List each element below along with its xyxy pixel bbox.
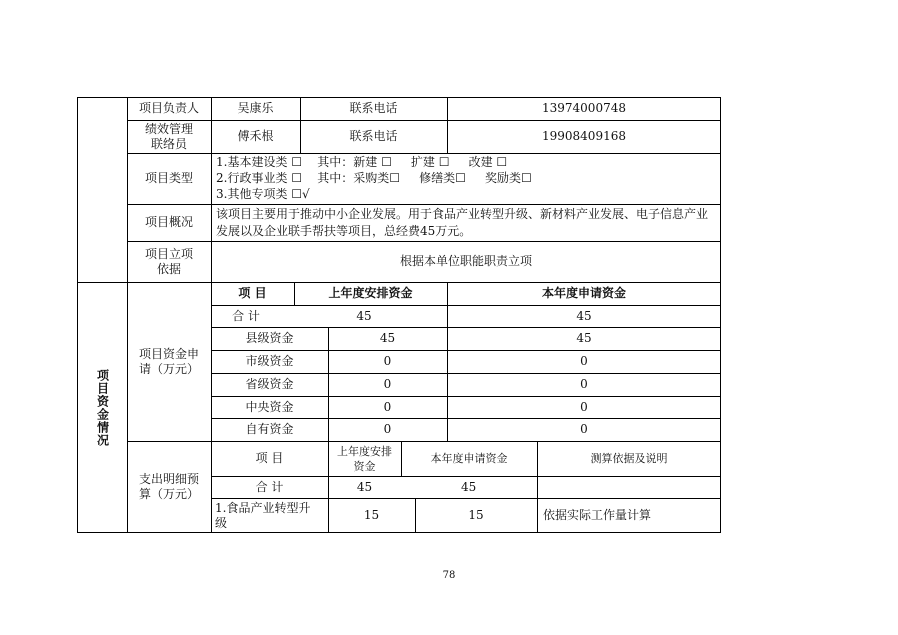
funding-row-last: 0 [383,377,392,391]
perf-phone-label: 联系电话 [349,129,398,143]
expense-row-name: 1.食品产业转型升 级 [215,500,311,530]
expense-col-this-year: 本年度申请资金 [430,452,508,465]
funding-row-name: 县级资金 [245,331,294,345]
manager-phone-label: 联系电话 [349,101,398,115]
funding-row-this: 0 [580,354,588,368]
funding-row-last: 0 [383,422,392,436]
funding-row-name: 市级资金 [245,354,294,368]
basis-label: 项目立项 依据 [144,246,193,276]
funding-row-name: 合 计 [232,308,260,323]
page-number: 78 [442,570,456,581]
manager-label: 项目负责人 [138,101,199,115]
manager-phone: 13974000748 [542,101,626,115]
expense-row-last: 15 [363,508,380,522]
funding-col-this-year: 本年度申请资金 [541,286,626,300]
funding-row-last: 0 [383,354,392,368]
overview-text: 该项目主要用于推动中小企业发展。用于食品产业转型升级、新材料产业发展、电子信息产业发展以及企业联手帮扶等项目，总经费45万元。 [216,206,709,238]
funding-row-this: 45 [576,331,592,345]
funding-row-this: 0 [580,377,588,391]
expense-col-basis: 测算依据及说明 [590,452,668,465]
expense-col-item: 项 目 [255,451,284,465]
overview-label: 项目概况 [144,215,193,229]
funding-section-label: 项目资金情况 [95,368,110,447]
perf-liaison-name: 傅禾根 [237,129,274,143]
basis-text: 根据本单位职能职责立项 [399,254,532,268]
funding-row-this: 0 [580,422,588,436]
expense-budget-label: 支出明细预 算（万元） [138,472,199,501]
funding-row-last: 45 [379,331,396,345]
expense-col-last-year: 上年度安排 资金 [337,444,392,473]
funding-row-this: 0 [580,399,588,414]
funding-row-name: 中央资金 [245,399,294,414]
funding-row-last: 0 [383,399,392,414]
expense-row-name: 合 计 [255,479,284,494]
expense-row-this: 15 [468,508,484,522]
funding-row-name: 自有资金 [245,422,294,436]
expense-row-last: 45 [356,479,373,494]
manager-name: 吴康乐 [237,101,274,115]
funding-col-last-year: 上年度安排资金 [328,286,413,300]
expense-row-basis [537,476,721,498]
funding-row-name: 省级资金 [245,377,294,391]
perf-liaison-label: 绩效管理 联络员 [144,121,193,151]
project-type-label: 项目类型 [144,171,193,185]
perf-phone: 19908409168 [542,129,626,143]
expense-row-basis: 依据实际工作量计算 [543,508,652,522]
funding-row-last: 45 [356,308,372,323]
apply-funds-label: 项目资金申 请（万元） [138,346,199,376]
project-type-line-2: 2.行政事业类 ☐ 其中：采购类☐ 修缮类☐ 奖励类☐ [216,170,532,185]
funding-row-this: 45 [576,308,592,323]
expense-row-this: 45 [461,479,477,494]
funding-col-item: 项 目 [238,286,267,300]
project-type-line-3: 3.其他专项类 ☐√ [216,187,310,201]
project-type-line-1: 1.基本建设类 ☐ 其中：新建 ☐ 扩建 ☐ 改建 ☐ [216,154,508,169]
